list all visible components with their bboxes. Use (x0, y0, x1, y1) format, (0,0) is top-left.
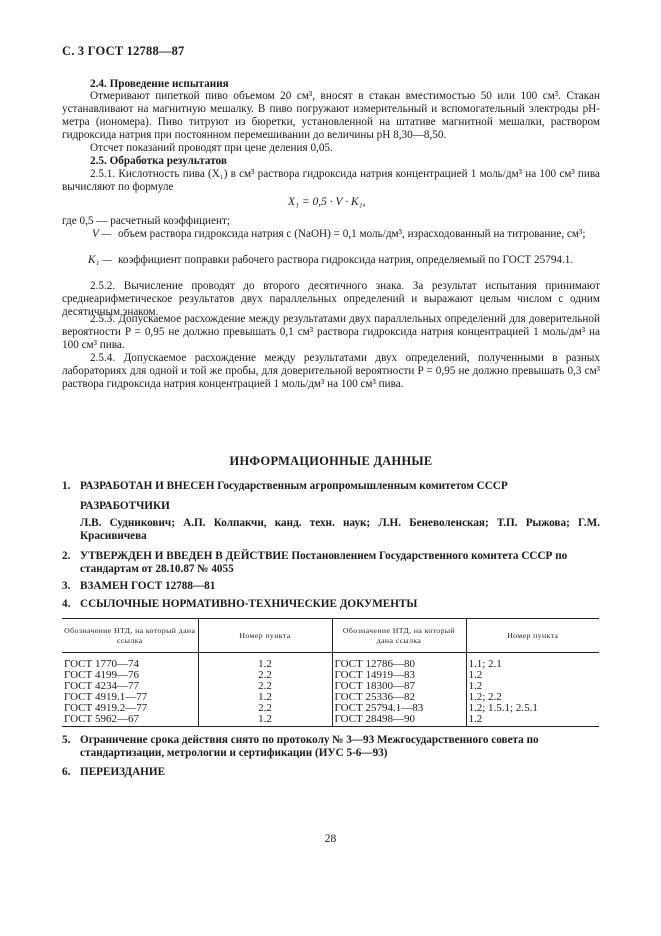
item-number: 6. (62, 766, 71, 778)
table-row (62, 670, 599, 681)
table-row (62, 703, 599, 714)
formula: X₁ = 0,5 · V · K₁, (288, 196, 366, 208)
table-cell: 2.2 (198, 681, 332, 692)
where-v-text: объем раствора гидроксида натрия с (NaOH) = 0,1 моль/дм³, израсходованный на титрование, см³; (118, 228, 586, 240)
item-number: 5. (62, 734, 71, 746)
table-cell: ГОСТ 25794.1—83 (332, 703, 466, 714)
table-cell: ГОСТ 4919.1—77 (64, 691, 148, 703)
item-text: ВЗАМЕН ГОСТ 12788—81 (80, 580, 216, 592)
table-cell: 1.2 (198, 692, 332, 703)
paragraph-2-5-1: 2.5.1. Кислотность пива (X₁) в см³ раствора гидроксида натрия концентрацией 1 моль/дм³ на 100 см³ пива вычисляют по формуле (62, 168, 600, 193)
paragraph-2-5-4: 2.5.4. Допускаемое расхождение между результатами двух определений, полученными в разных лабораториях для одной и той же пробы, для доверительной вероятности P = 0,95 не должно превышать 0,3 см³ раствора гидроксида натрия концентрацией 1 моль/дм³ на 100 см³ пива. (62, 352, 600, 390)
item-text: ССЫЛОЧНЫЕ НОРМАТИВНО-ТЕХНИЧЕСКИЕ ДОКУМЕНТЫ (80, 598, 418, 610)
where-k-text: коэффициент поправки рабочего раствора гидроксида натрия, определяемый по ГОСТ 25794.1. (118, 254, 574, 266)
section-2-5-title: 2.5. Обработка результатов (90, 155, 227, 167)
info-item-1 (62, 480, 602, 493)
item-number: 3. (62, 580, 71, 592)
section-2-4-paragraph: Отмеривают пипеткой пиво объемом 20 см³, вносят в стакан вместимостью 50 или 100 см³. Стакан устанавливают на магнитную мешалку. В пиво погружают измерительный и вспомогательный электроды pH-метра (иономера). Пиво титруют из бюретки, установленной на штативе магнитной мешалки, раствором гидроксида натрия при постоянном перемешивании до величины pH 8,30—8,50. (62, 90, 600, 141)
table-cell: ГОСТ 1770—74 (64, 658, 139, 670)
item-number: 2. (62, 550, 71, 562)
section-2-4-title: 2.4. Проведение испытания (90, 78, 229, 90)
table-cell: 1.2 (466, 670, 599, 681)
item-text: ПЕРЕИЗДАНИЕ (80, 766, 166, 778)
table-cell: 1.1; 2.1 (466, 653, 599, 671)
where-intro: где 0,5 — расчетный коэффициент; (62, 215, 230, 227)
info-item-3 (62, 580, 602, 593)
table-header-row (62, 619, 599, 653)
table-cell: ГОСТ 4234—77 (64, 680, 139, 692)
table-cell: ГОСТ 18300—87 (332, 681, 466, 692)
table-row (62, 653, 599, 671)
table-cell: ГОСТ 5962—67 (62, 714, 198, 727)
references-table (62, 618, 599, 727)
table-cell: 1.2 (198, 653, 332, 671)
table-cell: 1.2; 2.2 (466, 692, 599, 703)
column-header: Номер пункта (198, 619, 332, 653)
info-item-4 (62, 598, 602, 611)
item-number: 4. (62, 598, 71, 610)
column-header: Обозначение НТД, на который дана ссылка (332, 619, 466, 653)
developers-list: Л.В. Судникович; А.П. Колпакчи, канд. техн. наук; Л.Н. Беневоленская; Т.П. Рыжова; Г.М. Красивичева (80, 517, 600, 542)
info-item-5 (62, 734, 620, 760)
table-cell: ГОСТ 25336—82 (332, 692, 466, 703)
developers-title: РАЗРАБОТЧИКИ (80, 500, 170, 512)
table-cell: ГОСТ 4919.2—77 (64, 702, 148, 714)
page-header: С. 3 ГОСТ 12788—87 (62, 44, 185, 58)
paragraph-2-5-3: 2.5.3. Допускаемое расхождение между результатами двух параллельных определений для доверительной вероятности P = 0,95 не должно превышать 0,1 см³ раствора гидроксида натрия концентрацией 1 моль/дм³ на 100 см³ пива. (62, 313, 600, 351)
table-cell: ГОСТ 12786—80 (332, 653, 466, 671)
column-header: Обозначение НТД, на который дана ссылка (62, 619, 198, 653)
item-text: УТВЕРЖДЕН И ВВЕДЕН В ДЕЙСТВИЕ Постановлением Государственного комитета СССР по стандартам от 28.10.87 № 4055 (80, 550, 568, 575)
item-number: 1. (62, 480, 71, 492)
section-2-4-paragraph-2: Отсчет показаний проводят при цене деления 0,05. (90, 142, 333, 154)
table-cell: ГОСТ 28498—90 (332, 714, 466, 727)
info-section-title: ИНФОРМАЦИОННЫЕ ДАННЫЕ (229, 454, 433, 468)
table-cell: 2.2 (198, 703, 332, 714)
info-item-6 (62, 766, 602, 779)
table-cell: ГОСТ 4199—76 (64, 669, 139, 681)
table-cell: 1.2 (466, 714, 599, 727)
table-cell: 1.2; 1.5.1; 2.5.1 (466, 703, 599, 714)
item-text: Ограничение срока действия снято по протоколу № 3—93 Межгосударственного совета по стандартизации, метрологии и сертификации (ИУС 5-6—93) (80, 734, 539, 759)
table-cell: 2.2 (198, 670, 332, 681)
paragraph-2-5-2: 2.5.2. Вычисление проводят до второго десятичного знака. За результат испытания принимают среднеарифметическое результатов двух параллельных определений и выражают целым числом с одним десятичным знаком. (62, 280, 600, 318)
table-row (62, 714, 599, 727)
table-cell: 1.2 (198, 714, 332, 727)
table-cell: 1.2 (466, 681, 599, 692)
page-number: 28 (324, 833, 337, 845)
item-text: РАЗРАБОТАН И ВНЕСЕН Государственным агропромышленным комитетом СССР (80, 480, 508, 492)
where-k-symbol: K₁ — (88, 254, 113, 266)
info-item-2 (62, 550, 620, 576)
where-v-symbol: V — (92, 228, 112, 240)
column-header: Номер пункта (466, 619, 599, 653)
table-cell: ГОСТ 14919—83 (332, 670, 466, 681)
